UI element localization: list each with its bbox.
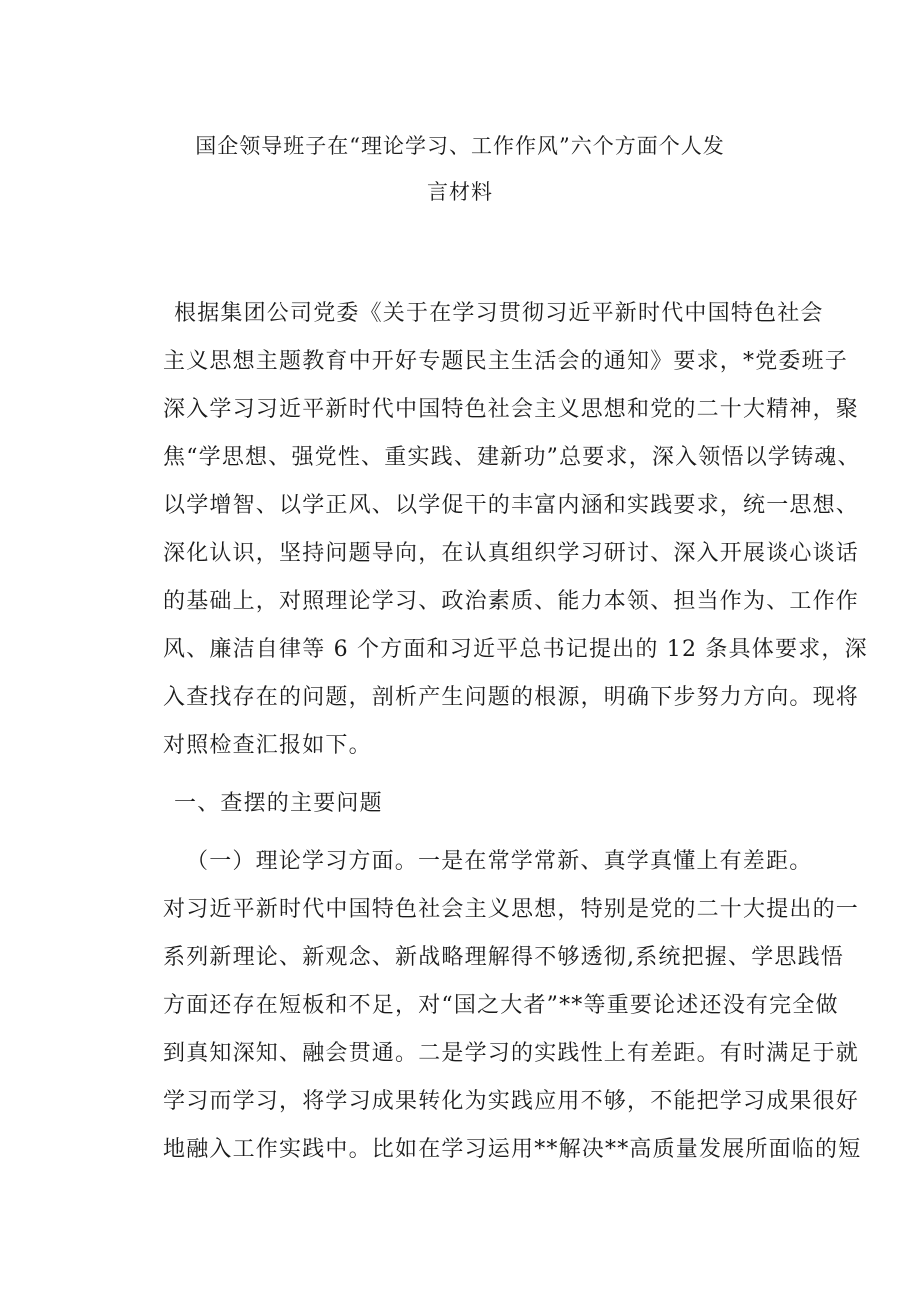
intro-paragraph-line: 入查找存在的问题，剖析产生问题的根源，明确下步努力方向。现将	[163, 685, 860, 710]
intro-paragraph-line: 主义思想主题教育中开好专题民主生活会的通知》要求，*党委班子	[163, 349, 849, 374]
section-paragraph-line: 到真知深知、融会贯通。二是学习的实践性上有差距。有时满足于就	[163, 1041, 860, 1066]
section-paragraph-line: 系列新理论、新观念、新战略理解得不够透彻,系统把握、学思践悟	[163, 945, 844, 970]
intro-paragraph-line: 深入学习习近平新时代中国特色社会主义思想和党的二十大精神，聚	[163, 397, 860, 422]
document-title-line-1: 国企领导班子在“理论学习、工作作风”六个方面个人发	[195, 134, 725, 158]
section-paragraph-line: （一）理论学习方面。一是在常学常新、真学真懂上有差距。	[186, 849, 813, 874]
section-paragraph-line: 学习而学习，将学习成果转化为实践应用不够，不能把学习成果很好	[163, 1089, 860, 1114]
intro-paragraph-line: 的基础上，对照理论学习、政治素质、能力本领、担当作为、工作作	[163, 589, 860, 614]
document-title-line-2: 言材料	[427, 180, 493, 204]
section-paragraph-line: 方面还存在短板和不足，对“国之大者”**等重要论述还没有完全做	[163, 993, 839, 1018]
intro-paragraph-line: 焦“学思想、强党性、重实践、建新功”总要求，深入领悟以学铸魂、	[163, 445, 861, 470]
section-heading: 一、查摆的主要问题	[174, 791, 383, 816]
section-paragraph-line: 对习近平新时代中国特色社会主义思想，特别是党的二十大提出的一	[163, 897, 860, 922]
intro-paragraph-line: 深化认识，坚持问题导向，在认真组织学习研讨、深入开展谈心谈话	[163, 541, 860, 566]
intro-paragraph-line: 对照检查汇报如下。	[163, 733, 372, 758]
section-paragraph-line: 地融入工作实践中。比如在学习运用**解决**高质量发展所面临的短	[163, 1137, 862, 1162]
intro-paragraph-line: 根据集团公司党委《关于在学习贯彻习近平新时代中国特色社会	[174, 301, 824, 326]
intro-paragraph-line: 风、廉洁自律等 6 个方面和习近平总书记提出的 12 条具体要求，深	[163, 637, 868, 662]
intro-paragraph-line: 以学增智、以学正风、以学促干的丰富内涵和实践要求，统一思想、	[163, 493, 860, 518]
